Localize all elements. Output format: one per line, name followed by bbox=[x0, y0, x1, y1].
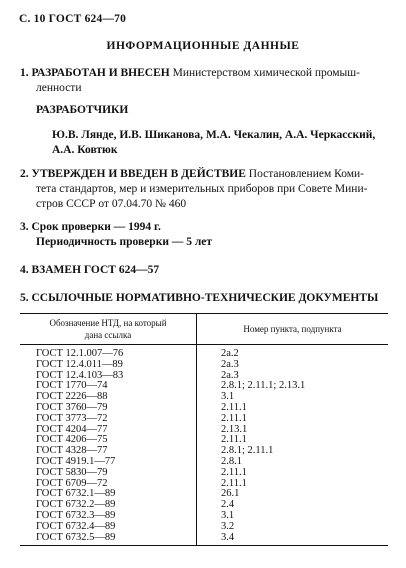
table-cell-item: 2.11.1 bbox=[197, 435, 389, 446]
section-2-text-cont2: стров СССР от 07.04.70 № 460 bbox=[36, 198, 187, 210]
table-cell-doc: ГОСТ 4919.1—77 bbox=[36, 455, 116, 467]
developers-list bbox=[52, 128, 392, 158]
table-cell-doc: ГОСТ 5830—79 bbox=[36, 466, 108, 478]
developers-line1: Ю.В. Лянде, И.В. Шиканова, М.А. Чекалин, А.А. Черкасский, bbox=[52, 129, 376, 141]
table-cell-item: 2.8.1; 2.11.1; 2.13.1 bbox=[197, 381, 389, 392]
table-row bbox=[20, 533, 388, 546]
section-4 bbox=[20, 263, 159, 278]
section-1-number: 1. bbox=[20, 67, 29, 79]
table-cell-doc: ГОСТ 12.4.011—89 bbox=[36, 358, 123, 370]
section-2 bbox=[20, 167, 395, 212]
section-5-caption: ССЫЛОЧНЫЕ НОРМАТИВНО-ТЕХНИЧЕСКИЕ ДОКУМЕНТЫ bbox=[31, 292, 379, 304]
section-2-line1 bbox=[20, 167, 395, 182]
table-cell-doc: ГОСТ 6732.5—89 bbox=[20, 533, 197, 546]
table-cell-doc: ГОСТ 12.1.007—76 bbox=[36, 348, 124, 359]
table-cell-item: 2.11.1 bbox=[197, 479, 389, 490]
table-header-item: Номер пункта, подпункта bbox=[197, 314, 389, 345]
table-cell-doc: ГОСТ 6732.4—89 bbox=[36, 520, 116, 532]
table-cell-item: 3.1 bbox=[197, 511, 389, 522]
section-2-text-cont1: тета стандартов, мер и измерительных приборов при Совете Мини- bbox=[36, 183, 368, 195]
table-cell-item: 2.11.1 bbox=[197, 468, 389, 479]
section-3-review-term: Срок проверки — 1994 г. bbox=[31, 221, 161, 233]
section-1-caption: РАЗРАБОТАН И ВНЕСЕН bbox=[31, 67, 170, 79]
table-row bbox=[20, 345, 388, 360]
table-cell-item: 2.8.1; 2.11.1 bbox=[197, 446, 389, 457]
table-row bbox=[20, 414, 388, 425]
table-row bbox=[20, 522, 388, 533]
section-4-caption: ВЗАМЕН ГОСТ 624—57 bbox=[31, 264, 160, 276]
table-cell-item: 2.8.1 bbox=[197, 457, 389, 468]
document-title: ИНФОРМАЦИОННЫЕ ДАННЫЕ bbox=[106, 40, 300, 52]
table-cell-item: 3.1 bbox=[197, 392, 389, 403]
table-cell-item: 3.4 bbox=[197, 533, 389, 546]
section-3-number: 3. bbox=[20, 221, 29, 233]
table-cell-doc: ГОСТ 6732.1—89 bbox=[36, 488, 116, 500]
table-cell-item: 3.2 bbox=[197, 522, 389, 533]
table-cell-doc: ГОСТ 4328—77 bbox=[36, 445, 108, 457]
table-cell-item: 2.11.1 bbox=[197, 403, 389, 414]
section-3-line1 bbox=[20, 220, 390, 235]
table-header-doc-line2: дана ссылка bbox=[84, 330, 132, 340]
developers-line2: А.А. Ковтюк bbox=[52, 144, 118, 156]
table-cell-doc: ГОСТ 3773—72 bbox=[36, 412, 108, 424]
table-cell-doc: ГОСТ 6732.2—89 bbox=[36, 499, 116, 511]
page-header: С. 10 ГОСТ 624—70 bbox=[19, 13, 127, 25]
section-1 bbox=[20, 66, 390, 96]
section-1-text: Министерством химической промыш- bbox=[172, 67, 360, 79]
table-header-row bbox=[20, 314, 388, 345]
section-4-number: 4. bbox=[20, 264, 29, 276]
table-cell-item: 26.1 bbox=[197, 489, 389, 500]
section-5 bbox=[20, 291, 378, 306]
table-cell-item: 2.13.1 bbox=[197, 425, 389, 436]
table-body bbox=[20, 345, 388, 546]
table-cell-item: 2.11.1 bbox=[197, 414, 389, 425]
section-2-caption: УТВЕРЖДЕН И ВВЕДЕН В ДЕЙСТВИЕ bbox=[31, 168, 246, 180]
table-cell-doc: ГОСТ 2226—88 bbox=[36, 391, 108, 403]
table-cell-doc: ГОСТ 12.4.103—83 bbox=[36, 369, 124, 381]
table-row bbox=[20, 360, 388, 371]
table-cell-item: 2.4 bbox=[197, 500, 389, 511]
section-2-number: 2. bbox=[20, 168, 29, 180]
table-cell-item: 2а.3 bbox=[197, 371, 389, 382]
developers-title: РАЗРАБОТЧИКИ bbox=[36, 104, 129, 116]
section-2-text: Постановлением Коми- bbox=[248, 168, 364, 180]
section-3-review-period: Периодичность проверки — 5 лет bbox=[36, 236, 213, 248]
table-header-doc-line1: Обозначение НТД, на который bbox=[49, 318, 167, 328]
section-5-number: 5. bbox=[20, 292, 29, 304]
reference-table bbox=[20, 313, 388, 546]
table-cell-doc: ГОСТ 4204—77 bbox=[36, 423, 108, 435]
table-header-doc bbox=[20, 314, 197, 345]
table-cell-doc: ГОСТ 3760—79 bbox=[36, 401, 108, 413]
table-cell-doc: ГОСТ 6709—72 bbox=[36, 477, 108, 489]
table-cell-doc: ГОСТ 1770—74 bbox=[36, 380, 108, 392]
table-cell-item: 2а.2 bbox=[197, 345, 389, 360]
section-3 bbox=[20, 220, 390, 250]
table-cell-doc: ГОСТ 4206—75 bbox=[36, 434, 108, 446]
table-cell-doc: ГОСТ 6732.3—89 bbox=[36, 509, 116, 521]
table-cell-item: 2а.3 bbox=[197, 360, 389, 371]
table-row bbox=[20, 468, 388, 479]
section-1-line1 bbox=[20, 66, 390, 81]
section-1-text-cont: ленности bbox=[36, 82, 82, 94]
